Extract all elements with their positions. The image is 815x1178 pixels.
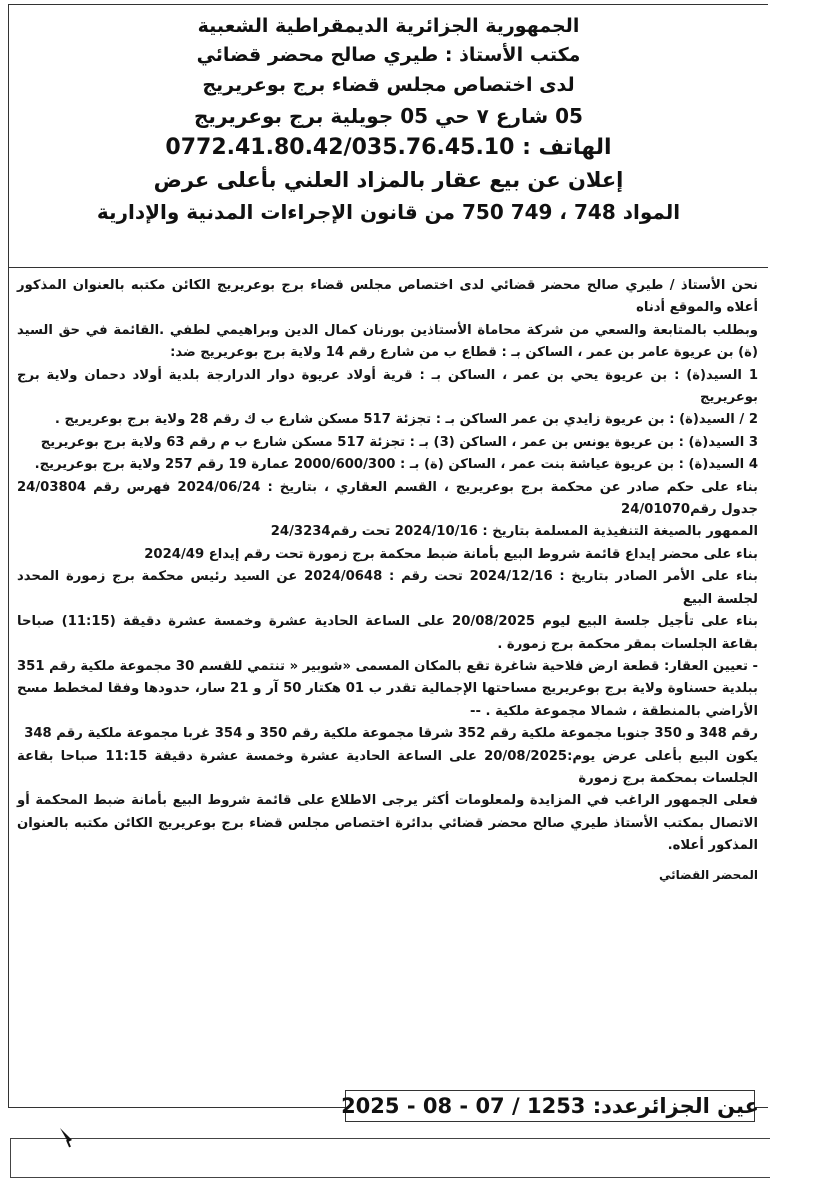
signature: المحضر القضائي (658, 867, 758, 882)
paragraph-public-call: فعلى الجمهور الراغب في المزايدة ولمعلومات أكثر يرجى الاطلاع على قائمة شروط البيع بأمانة ضبط المحكمة أو الاتصال بمكتب الأستاذ طيري صالح محضر قضائي بدائرة اختصاص مجلس قضاء برج بوعريريج الكائن مكتبه بالعنوان المذكور أعلاه. (17, 793, 758, 854)
legal-articles: المواد 748 ، 749 750 من قانون الإجراءات المدنية والإدارية (96, 200, 681, 224)
paragraph-property-designation: - تعيين العقار: قطعة ارض فلاحية شاغرة تقع بالمكان المسمى «شوبير « تنتمي للقسم 30 مجموعة ملكية رقم 351 ببلدية حسناوة ولاية برج بوعريريج مساحتها الإجمالية تقدر ب 01 هكتار 50 آر و 21 سار، حدودها وفقا لمخطط مسح الأراضي بالمنطقة ، شمالا مجموعة ملكية . -- (17, 658, 758, 719)
paragraph-order: بناء على الأمر الصادر بتاريخ : 2024/12/16 تحت رقم : 2024/0648 عن السيد رئيس محكمة برج زمورة المحدد لجلسة البيع (17, 569, 759, 607)
notice-body (17, 275, 758, 886)
paragraph-boundaries: رقم 348 و 350 جنوبا مجموعة ملكية رقم 352 شرقا مجموعة ملكية رقم 350 و 354 غربا مجموعة ملكية رقم 348 (24, 726, 758, 742)
next-notice-frame (10, 1138, 770, 1178)
paragraph-executory-formula: الممهور بالصيغة التنفيذية المسلمة بتاريخ : 2024/10/16 تحت رقم24/3234 (270, 524, 758, 540)
paragraph-postponement: بناء على تأجيل جلسة البيع ليوم 20/08/2025 على الساعة الحادية عشرة وخمسة عشرة دقيقة (11:15) صباحا بقاعة الجلسات بمقر محكمة برج زمورة . (17, 614, 758, 652)
office-address: 05 شارع ٧ حي 05 جويلية برج بوعريريج (194, 104, 583, 128)
paragraph-defendant-3: 3 السيد(ة) : بن عريوة يونس بن عمر ، الساكن (3) بـ : تجزئة 517 مسكن شارع ب م رقم 63 ولاية برج بوعريريج (40, 434, 758, 450)
paragraph-defendant-2: 2 / السيد(ة) : بن عريوة زايدي بن عمر الساكن بـ : تجزئة 517 مسكن شارع ب ك رقم 28 ولاية برج بوعريريج . (54, 412, 758, 428)
phone-numbers: الهاتف : 0772.41.80.42/035.76.45.10 (165, 135, 612, 160)
notice-title: إعلان عن بيع عقار بالمزاد العلني بأعلى عرض (153, 168, 624, 192)
republic-heading: الجمهورية الجزائرية الديمقراطية الشعبية (197, 15, 580, 37)
publication-reference: عين الجزائرعدد: 1253 / 07 - 08 - 2025 (341, 1094, 759, 1118)
paragraph-defendant-1: 1 السيد(ة) : بن عريوة يحي بن عمر ، الساكن بـ : قرية أولاد عريوة دوار الدرارجة بلدية أولاد دحمان ولاية برج بوعريريج (17, 367, 758, 406)
legal-notice (8, 4, 768, 1108)
paragraph-conditions-deposit: بناء على محضر إيداع قائمة شروط البيع بأمانة ضبط محكمة برج زمورة تحت رقم إيداع 2024/49 (144, 546, 758, 562)
paragraph-defendant-4: 4 السيد(ة) : بن عريوة عياشة بنت عمر ، الساكن (ة) بـ : 2000/600/300 عمارة 19 رقم 257 ولاية برج بوعريريج. (34, 457, 758, 473)
paragraph-intro: نحن الأستاذ / طيري صالح محضر قضائي لدى اختصاص مجلس قضاء برج بوعريريج الكائن مكتبه بالعنوان المذكور أعلاه والموقع أدناه (17, 278, 758, 316)
bailiff-office: مكتب الأستاذ : طيري صالح محضر قضائي (196, 44, 581, 66)
notice-header (9, 5, 768, 268)
paragraph-judgment: بناء على حكم صادر عن محكمة برج بوعريريج ، القسم العقاري ، بتاريخ : 2024/06/24 فهرس رقم 24/03804 جدول رقم24/01070 (17, 479, 758, 518)
jurisdiction: لدى اختصاص مجلس قضاء برج بوعريريج (202, 74, 575, 96)
pen-mark-icon (58, 1126, 76, 1148)
publication-reference-box (341, 1090, 759, 1122)
paragraph-sale-date: يكون البيع بأعلى عرض يوم:20/08/2025 على الساعة الحادية عشرة وخمسة عشرة دقيقة 11:15 صباحا بقاعة الجلسات بمحكمة برج زمورة (17, 748, 758, 786)
paragraph-petitioner: وبطلب بالمتابعة والسعي من شركة محاماة الأستاذين بورنان كمال الدين وبراهيمي لطفي .القائمة في حق السيد (ة) بن عريوة عامر بن عمر ، الساكن بـ : قطاع ب من شارع رقم 14 ولاية برج بوعريريج ضد: (17, 322, 758, 361)
